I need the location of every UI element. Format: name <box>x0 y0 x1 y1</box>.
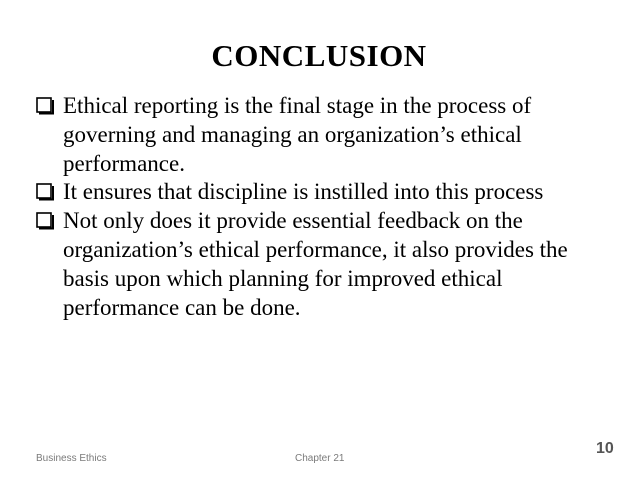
bullet-text: It ensures that discipline is instilled into this process <box>63 179 544 205</box>
bullet-list <box>36 92 616 322</box>
checkbox-bullet-icon <box>36 97 56 115</box>
bullet-item <box>36 207 616 322</box>
footer-center-text: Chapter 21 <box>295 453 345 464</box>
bullet-item <box>36 92 616 178</box>
slide-title: CONCLUSION <box>211 38 427 73</box>
bullet-item <box>36 178 616 207</box>
checkbox-bullet-icon <box>36 183 56 201</box>
checkbox-bullet-icon <box>36 212 56 230</box>
bullet-text: Ethical reporting is the final stage in the process of governing and managing an organization’s ethical performance. <box>63 93 532 176</box>
bullet-text: Not only does it provide essential feedback on the organization’s ethical performance, it also provides the basis upon which planning for improved ethical performance can be done. <box>63 208 568 320</box>
page-number: 10 <box>596 440 614 457</box>
footer-left-text: Business Ethics <box>36 453 107 464</box>
